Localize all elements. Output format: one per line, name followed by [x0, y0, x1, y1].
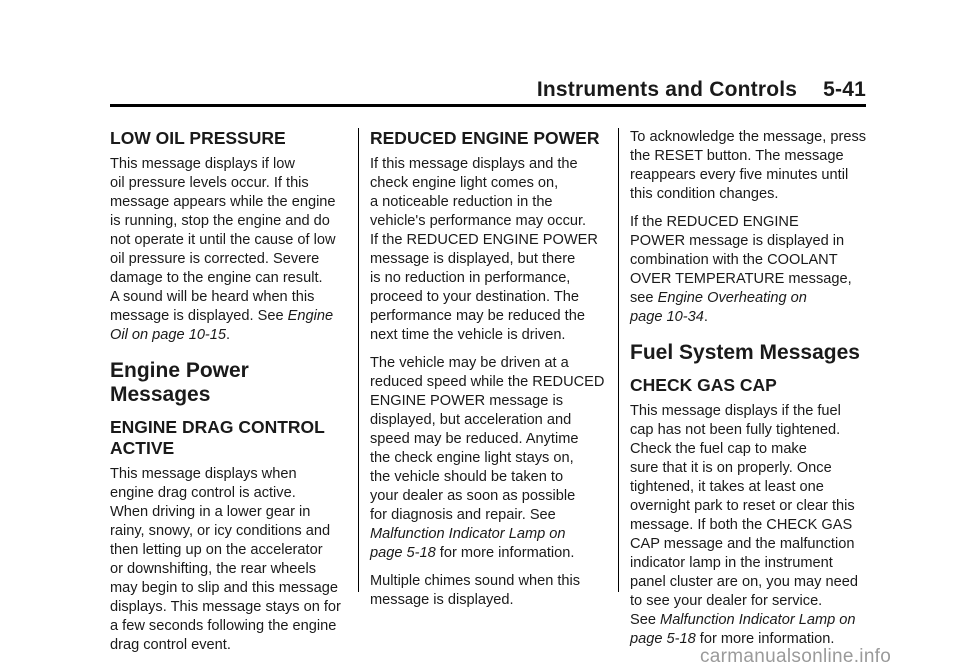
- text-fragment: see: [630, 290, 658, 306]
- heading-engine-power-messages: Engine Power Messages: [110, 359, 249, 406]
- text-line: your dealer as soon as possible: [370, 488, 576, 504]
- heading-fuel-system-messages: Fuel System Messages: [630, 341, 860, 364]
- paragraph-low-oil: [110, 155, 346, 345]
- text-line: OVER TEMPERATURE message,: [630, 271, 852, 287]
- text-line: proceed to your destination. The: [370, 289, 580, 305]
- text-line: combination with the COOLANT: [630, 252, 838, 268]
- text-line: If this message displays and the: [370, 156, 578, 172]
- text-line: cap has not been fully tightened.: [630, 422, 841, 438]
- text-fragment: for more information.: [435, 545, 575, 561]
- watermark: carmanualsonline.info: [700, 646, 892, 667]
- cross-reference-link[interactable]: page 5-18: [370, 545, 436, 561]
- text-line: [370, 525, 610, 544]
- text-line: ENGINE POWER message is: [370, 393, 564, 409]
- text-line: If the REDUCED ENGINE: [630, 214, 799, 230]
- text-line: tightened, it takes at least one: [630, 479, 824, 495]
- paragraph-engine-drag: [110, 465, 346, 655]
- text-line: To acknowledge the message, press: [630, 129, 867, 145]
- paragraph-reduced-3: [370, 572, 610, 610]
- text-line: damage to the engine can result.: [110, 270, 323, 286]
- text-line: This message displays if low: [110, 156, 295, 172]
- page-header: [110, 78, 866, 102]
- text-line: is running, stop the engine and do: [110, 213, 330, 229]
- text-line: performance may be reduced the: [370, 308, 585, 324]
- header-rule: [110, 104, 866, 107]
- text-line: this condition changes.: [630, 186, 779, 202]
- heading-low-oil-pressure: LOW OIL PRESSURE: [110, 128, 286, 148]
- text-line: may begin to slip and this message: [110, 580, 338, 596]
- text-line: When driving in a lower gear in: [110, 504, 311, 520]
- text-line: The vehicle may be driven at a: [370, 355, 569, 371]
- heading-engine-drag-control: [110, 417, 346, 459]
- text-line: message is displayed, but there: [370, 251, 576, 267]
- text-line: then letting up on the accelerator: [110, 542, 323, 558]
- text-line: is no reduction in performance,: [370, 270, 571, 286]
- text-line: reduced speed while the REDUCED: [370, 374, 605, 390]
- text-fragment: message is displayed. See: [110, 308, 288, 324]
- text-line: not operate it until the cause of low: [110, 232, 336, 248]
- text-line: A sound will be heard when this: [110, 289, 315, 305]
- text-line: Multiple chimes sound when this: [370, 573, 581, 589]
- text-line: sure that it is on properly. Once: [630, 460, 832, 476]
- cross-reference-link[interactable]: Engine Overheating on: [657, 290, 807, 306]
- column-2: [370, 128, 610, 619]
- column-3: [630, 128, 870, 658]
- text-line: vehicle's performance may occur.: [370, 213, 587, 229]
- column-divider-2: [618, 128, 619, 592]
- text-fragment: .: [703, 309, 708, 325]
- text-line: displayed, but acceleration and: [370, 412, 572, 428]
- text-line: oil pressure levels occur. If this: [110, 175, 309, 191]
- text-fragment: for more information.: [695, 631, 835, 647]
- text-line: to see your dealer for service.: [630, 593, 823, 609]
- text-line: panel cluster are on, you may need: [630, 574, 858, 590]
- heading-line: ENGINE DRAG CONTROL: [110, 417, 325, 437]
- paragraph-coolant: [630, 213, 870, 327]
- text-line: [370, 544, 610, 563]
- text-line: Check the fuel cap to make: [630, 441, 807, 457]
- text-line: reappears every five minutes until: [630, 167, 849, 183]
- paragraph-reduced-1: [370, 155, 610, 345]
- text-line: check engine light comes on,: [370, 175, 559, 191]
- text-line: rainy, snowy, or icy conditions and: [110, 523, 331, 539]
- text-line: message appears while the engine: [110, 194, 336, 210]
- text-line: [110, 307, 346, 326]
- text-line: This message displays when: [110, 466, 297, 482]
- text-line: [630, 289, 870, 308]
- text-line: speed may be reduced. Anytime: [370, 431, 579, 447]
- paragraph-reduced-2: [370, 354, 610, 563]
- text-line: This message displays if the fuel: [630, 403, 841, 419]
- cross-reference-link[interactable]: Engine: [287, 308, 334, 324]
- text-line: next time the vehicle is driven.: [370, 327, 566, 343]
- text-line: drag control event.: [110, 637, 231, 653]
- text-line: [630, 308, 870, 327]
- page-number: 5-41: [823, 78, 866, 101]
- text-line: or downshifting, the rear wheels: [110, 561, 317, 577]
- text-line: for diagnosis and repair. See: [370, 507, 556, 523]
- text-line: overnight park to reset or clear this: [630, 498, 855, 514]
- text-fragment: .: [226, 327, 231, 343]
- text-line: a noticeable reduction in the: [370, 194, 553, 210]
- text-line: displays. This message stays on for: [110, 599, 341, 615]
- text-line: message. If both the CHECK GAS: [630, 517, 853, 533]
- text-line: message is displayed.: [370, 592, 514, 608]
- text-line: the RESET button. The message: [630, 148, 844, 164]
- cross-reference-link[interactable]: Malfunction Indicator Lamp on: [370, 526, 566, 542]
- text-line: the vehicle should be taken to: [370, 469, 564, 485]
- column-divider-1: [358, 128, 359, 592]
- text-line: a few seconds following the engine: [110, 618, 337, 634]
- paragraph-gas-cap: [630, 402, 870, 649]
- text-line: the check engine light stays on,: [370, 450, 574, 466]
- paragraph-acknowledge: [630, 128, 870, 204]
- text-line: [630, 611, 870, 630]
- heading-reduced-engine-power: REDUCED ENGINE POWER: [370, 128, 600, 148]
- text-line: POWER message is displayed in: [630, 233, 845, 249]
- text-line: [110, 326, 346, 345]
- text-fragment: See: [630, 612, 661, 628]
- cross-reference-link[interactable]: Malfunction Indicator Lamp on: [660, 612, 856, 628]
- cross-reference-link[interactable]: page 10-34: [630, 309, 704, 325]
- header-title: Instruments and Controls: [536, 78, 798, 101]
- heading-check-gas-cap: CHECK GAS CAP: [630, 375, 777, 395]
- text-line: indicator lamp in the instrument: [630, 555, 833, 571]
- text-line: oil pressure is corrected. Severe: [110, 251, 320, 267]
- cross-reference-link[interactable]: Oil on page 10-15: [110, 327, 227, 343]
- heading-line: ACTIVE: [110, 438, 175, 458]
- text-line: CAP message and the malfunction: [630, 536, 855, 552]
- text-line: If the REDUCED ENGINE POWER: [370, 232, 598, 248]
- column-1: [110, 128, 346, 664]
- text-line: engine drag control is active.: [110, 485, 296, 501]
- cross-reference-link[interactable]: page 5-18: [630, 631, 696, 647]
